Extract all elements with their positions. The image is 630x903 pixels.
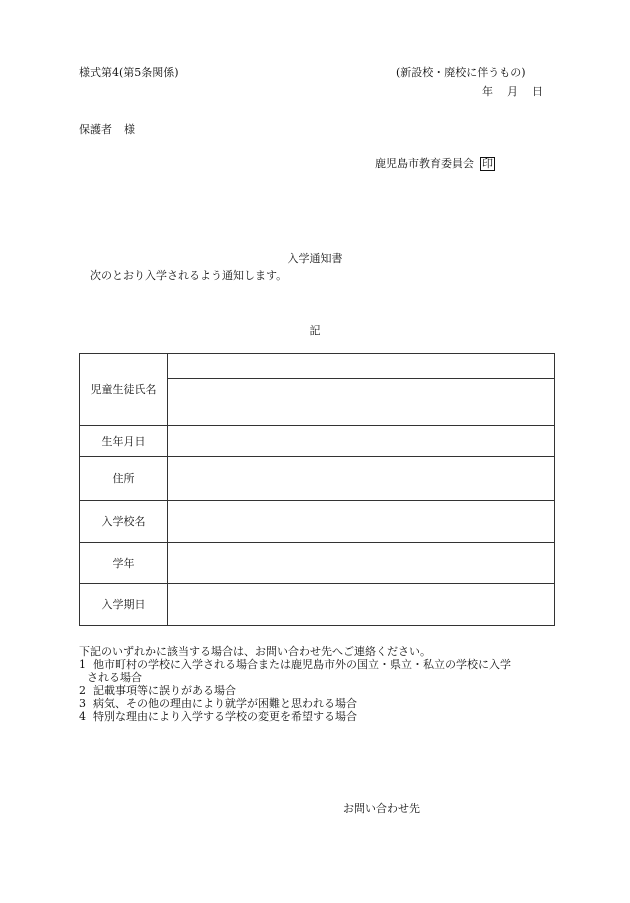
- row-label-birth-date: 生年月日: [80, 426, 168, 457]
- table-row: [80, 354, 555, 379]
- intro-text: 次のとおり入学されるよう通知します。: [90, 269, 288, 282]
- note-text: 記載事項等に誤りがある場合: [93, 684, 236, 697]
- row-label-address: 住所: [80, 457, 168, 501]
- row-label-school-name: 入学校名: [80, 501, 168, 543]
- table-row: [80, 584, 555, 626]
- contact-label: お問い合わせ先: [343, 802, 420, 815]
- info-table: [79, 353, 555, 626]
- note-number: 1: [79, 658, 86, 671]
- issuer: [375, 157, 495, 171]
- recipient-suffix: 様: [124, 123, 135, 136]
- seal-mark: 印: [482, 157, 493, 170]
- note-text: 特別な理由により入学する学校の変更を希望する場合: [93, 710, 357, 723]
- notes: [79, 645, 559, 723]
- issuer-name: 鹿児島市教育委員会: [375, 157, 474, 170]
- birth-date-field[interactable]: [168, 426, 555, 457]
- recipient-name: 保護者: [79, 123, 112, 136]
- student-name-reading-field[interactable]: [168, 354, 555, 379]
- table-row: [80, 457, 555, 501]
- date-month-label: 月: [507, 85, 518, 98]
- student-name-field[interactable]: [168, 379, 555, 426]
- form-category: (新設校・廃校に伴うもの): [396, 66, 526, 79]
- note-item: [79, 658, 559, 671]
- ki-label: 記: [309, 324, 321, 337]
- admission-date-field[interactable]: [168, 584, 555, 626]
- note-text: 他市町村の学校に入学される場合または鹿児島市外の国立・県立・私立の学校に入学: [93, 658, 511, 671]
- note-item: [79, 697, 559, 710]
- table-row: [80, 426, 555, 457]
- row-label-admission-date: 入学期日: [80, 584, 168, 626]
- note-number: 2: [79, 684, 86, 697]
- address-field[interactable]: [168, 457, 555, 501]
- table-row: [80, 501, 555, 543]
- row-label-student-name: 児童生徒氏名: [80, 354, 168, 426]
- row-label-grade: 学年: [80, 543, 168, 584]
- note-number: 3: [79, 697, 86, 710]
- note-item-continuation: される場合: [87, 671, 142, 684]
- grade-field[interactable]: [168, 543, 555, 584]
- recipient: [79, 124, 135, 135]
- note-item: [79, 684, 559, 697]
- note-item: [79, 710, 559, 723]
- date-day-label: 日: [532, 85, 543, 98]
- table-row: [80, 543, 555, 584]
- notes-intro: 下記のいずれかに該当する場合は、お問い合わせ先へご連絡ください。: [79, 645, 431, 658]
- form-number: 様式第4(第5条関係): [79, 66, 179, 79]
- note-number: 4: [79, 710, 86, 723]
- document-title: 入学通知書: [287, 252, 343, 265]
- note-text: 病気、その他の理由により就学が困難と思われる場合: [93, 697, 357, 710]
- school-name-field[interactable]: [168, 501, 555, 543]
- date-line: [482, 86, 543, 97]
- date-year-label: 年: [482, 85, 493, 98]
